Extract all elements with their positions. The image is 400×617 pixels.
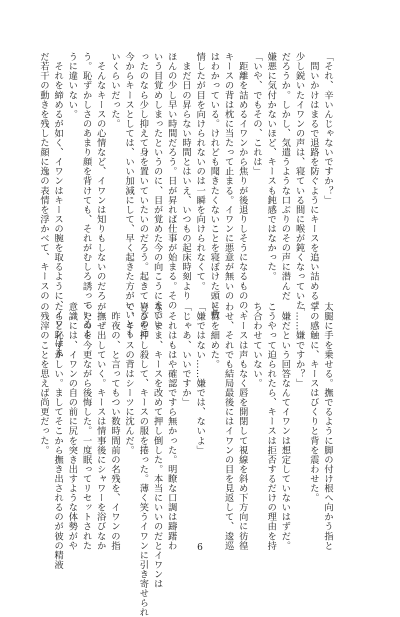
text-line: こうやって迫られたら、キースは拒否するだけの理由を持 bbox=[265, 302, 277, 551]
text-line: ち合わせていない。 bbox=[250, 302, 262, 388]
text-line: いくらいだった。 bbox=[108, 52, 120, 129]
page-number: 6 bbox=[197, 543, 203, 553]
text-line: 距離を詰めるイワンから焦りが後退りしそうになるものの、 bbox=[236, 52, 248, 320]
text-line: キースの背は枕に当たって止まる。イワンに悪意が無いの bbox=[222, 52, 234, 301]
text-line: 今からキースとしては、いい加減にして、早く起きた方がいいとも bbox=[123, 52, 135, 339]
text-line: う。恥ずかしさのあまり顔を背けても、それがむしろ誘っているよ bbox=[80, 52, 92, 339]
text-line: まだ日の昇らない時間とはいえ、いつもの起床時刻より bbox=[179, 52, 191, 301]
text-line: だ若干の動きを残した顔に逸の表情を浮かべて、キースの bbox=[37, 52, 49, 301]
text-line: それを締めるが如く、イワンはキースの腕を取るように、イワンはま bbox=[52, 52, 64, 358]
text-line: 意識には、イワンの自の前に尻を突き出すような体勢がや bbox=[66, 302, 78, 551]
text-line: 「いや、でもその、これは」 bbox=[250, 52, 262, 177]
text-line: 嫌だという回答なんてイワンは想定していないはずだ。 bbox=[279, 302, 291, 551]
text-line: が撫ぜ出していく。キースは情事後にシャワーを浴びなか bbox=[94, 302, 106, 551]
text-line: 情したが目を向けられないのは一瞬を向けられなくて。 bbox=[194, 52, 206, 291]
text-line: それはもはや確認ですら無かった。明瞭な口調は躊躇わ bbox=[165, 302, 177, 551]
text-line: わせ、それでも結局最後にはイワンの目を見返して、逡巡 bbox=[222, 302, 234, 551]
text-line: たらと恥ずかしい。ましてそこから撫き出されるのが彼の精液 bbox=[52, 302, 64, 570]
text-line: 昨夜の、と言ってもつい数時間前の名残を、イワンの指 bbox=[108, 302, 120, 551]
text-line: 嫌悪に気付かないほど、キースも鈍感ではなかった。 bbox=[265, 52, 277, 282]
text-line: 「……嫌ですか？」 bbox=[293, 302, 305, 388]
lower-text-block bbox=[36, 302, 334, 617]
text-line: 掌の感触に、キースはびくりと背を震わせた。 bbox=[307, 302, 319, 503]
text-line: 「嫌ではない……嫌では、ないよ」 bbox=[194, 302, 206, 455]
text-line: 喜びを押し殺して、キースの服を捲った。薄く笑うイワンに引き寄せられ bbox=[137, 302, 149, 617]
text-line: いう目覚めしまったというのに、目が覚めた今の向こうにまでい bbox=[151, 52, 163, 329]
text-line: だろうか。しかし、気遣うような口ぶりのその声に潜んだ bbox=[279, 52, 291, 301]
text-line: 太腿に手を乗せる。撫でるように脚の付け根へ向かう指と bbox=[322, 302, 333, 551]
text-line: はわかっている。けれども聞きたくないことを寝ぼけた頭に敷 bbox=[208, 52, 220, 320]
text-line: ほんの少し早い時間だろう。日が昇れば仕事が始まる。その bbox=[165, 52, 177, 310]
text-line: 「じゃあ、いいですか」 bbox=[179, 302, 191, 408]
text-line: キースは声もなく唇を開閉して視線を斜め下方向に彷徨 bbox=[236, 302, 248, 551]
text-line: 問いかけはまるで退路を防ぐようにキースを追い詰める。 bbox=[307, 52, 319, 310]
text-line: て、キースの背はシーツに沈んだ。 bbox=[123, 302, 135, 455]
text-line: ないまま、キースを改めて押し倒した。本当にいいのだとイワンは bbox=[151, 302, 163, 589]
text-line: と目を細めた。 bbox=[208, 302, 220, 369]
text-line: の残滓のことを思えば尚更だった。 bbox=[37, 302, 49, 455]
text-line: 「それ、辛いんじゃないですか？」 bbox=[322, 52, 333, 205]
text-line: そんなキースの心情など、イワンは知りもしないのだろ bbox=[94, 52, 106, 301]
text-line: ったのなら少し抑えて身を置いていたいのだろう。起きているのに bbox=[137, 52, 149, 339]
text-line: うに違いない。 bbox=[66, 52, 78, 119]
text-line: 少し鋭いたイワンの声は、寝ている間に喉が鈍くなっていた bbox=[293, 52, 305, 310]
text-line: ったのを今更ながら後悔した。一度眠ってリセットされた bbox=[80, 302, 92, 551]
